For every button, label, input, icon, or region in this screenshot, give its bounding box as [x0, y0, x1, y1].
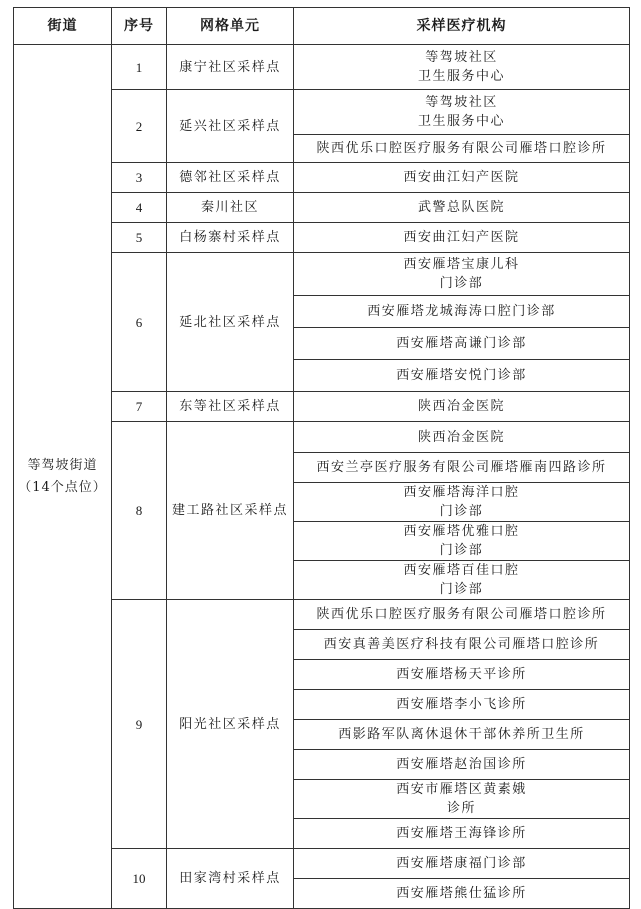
grid-unit-cell: 德邻社区采样点 [167, 163, 294, 193]
institution-name-line: 西安雁塔杨天平诊所 [396, 667, 527, 682]
institution-name-line: 门诊部 [439, 276, 484, 291]
grid-unit-cell: 秦川社区 [167, 193, 294, 223]
institution-cell [294, 879, 630, 909]
institution-cell [294, 780, 630, 819]
institution-name-line: 西安雁塔赵治国诊所 [396, 757, 527, 772]
seq-cell: 7 [112, 392, 167, 422]
header-unit: 网格单元 [167, 8, 294, 45]
seq-cell: 10 [112, 849, 167, 909]
institution-name-line: 陕西冶金医院 [417, 399, 505, 414]
institution-cell [294, 453, 630, 483]
institution-name-line: 西安市雁塔区黄素娥 [396, 782, 527, 797]
institution-name-line: 西安曲江妇产医院 [403, 170, 520, 185]
grid-unit-cell: 康宁社区采样点 [167, 45, 294, 90]
institution-cell [294, 296, 630, 328]
table-row [14, 45, 630, 90]
institution-name-line: 等驾坡社区 [425, 95, 498, 110]
institution-name-line: 门诊部 [439, 582, 484, 597]
seq-cell: 4 [112, 193, 167, 223]
seq-cell: 5 [112, 223, 167, 253]
institution-name-line: 陕西冶金医院 [417, 429, 505, 445]
institution-cell [294, 849, 630, 879]
institution-cell [294, 690, 630, 720]
header-institution: 采样医疗机构 [294, 8, 630, 45]
institution-cell [294, 328, 630, 360]
institution-name-line: 西安雁塔海洋口腔 [403, 485, 520, 500]
institution-name-line: 西安雁塔王海锋诊所 [396, 826, 527, 841]
seq-cell: 3 [112, 163, 167, 193]
seq-cell: 1 [112, 45, 167, 90]
institution-cell [294, 392, 630, 422]
grid-unit-cell: 田家湾村采样点 [167, 849, 294, 909]
institution-name-line: 西安雁塔宝康儿科 [403, 257, 520, 272]
institution-name-line: 西安真善美医疗科技有限公司雁塔口腔诊所 [323, 637, 600, 652]
institution-cell [294, 223, 630, 253]
institution-cell [294, 422, 630, 453]
institution-name-line: 等驾坡社区 [425, 50, 498, 65]
institution-name-line: 西安雁塔龙城海涛口腔门诊部 [367, 304, 556, 319]
grid-unit-cell: 白杨寨村采样点 [167, 223, 294, 253]
institution-cell [294, 193, 630, 223]
institution-name-line: 西安雁塔康福门诊部 [396, 856, 527, 871]
institution-name-line: 西安雁塔优雅口腔 [403, 524, 520, 539]
seq-cell: 9 [112, 600, 167, 849]
header-seq: 序号 [112, 8, 167, 45]
institution-name-line: 陕西优乐口腔医疗服务有限公司雁塔口腔诊所 [316, 607, 607, 622]
street-cell [14, 45, 112, 909]
street-points: （14个点位） [18, 479, 107, 495]
grid-unit-cell: 建工路社区采样点 [167, 422, 294, 600]
table-body [14, 45, 630, 909]
seq-cell: 8 [112, 422, 167, 600]
institution-name-line: 陕西优乐口腔医疗服务有限公司雁塔口腔诊所 [316, 141, 607, 156]
table-header-row [14, 8, 630, 45]
institution-cell [294, 163, 630, 193]
institution-name-line: 西安曲江妇产医院 [403, 230, 520, 245]
institution-cell [294, 135, 630, 163]
institution-name-line: 门诊部 [439, 543, 484, 558]
header-street: 街道 [14, 8, 112, 45]
institution-name-line: 西安兰亭医疗服务有限公司雁塔雁南四路诊所 [316, 460, 607, 475]
institution-cell [294, 483, 630, 522]
institution-name-line: 西安雁塔熊仕猛诊所 [396, 886, 527, 901]
institution-name-line: 西安雁塔李小飞诊所 [396, 697, 527, 712]
seq-cell: 2 [112, 90, 167, 163]
institution-name-line: 卫生服务中心 [417, 114, 505, 129]
institution-cell [294, 253, 630, 296]
institution-cell [294, 630, 630, 660]
grid-unit-cell: 阳光社区采样点 [167, 600, 294, 849]
institution-cell [294, 360, 630, 392]
grid-unit-cell: 延北社区采样点 [167, 253, 294, 392]
institution-name-line: 西安雁塔百佳口腔 [403, 563, 520, 578]
institution-cell [294, 819, 630, 849]
institution-cell [294, 90, 630, 135]
grid-unit-cell: 东等社区采样点 [167, 392, 294, 422]
institution-name-line: 诊所 [446, 801, 476, 816]
street-name: 等驾坡街道 [27, 457, 98, 473]
institution-name-line: 西安雁塔安悦门诊部 [396, 368, 527, 383]
institution-cell [294, 720, 630, 750]
sampling-sites-table [13, 7, 630, 909]
institution-name-line: 武警总队医院 [417, 200, 505, 215]
institution-name-line: 门诊部 [439, 504, 484, 519]
institution-name-line: 西安雁塔高谦门诊部 [396, 336, 527, 351]
seq-cell: 6 [112, 253, 167, 392]
institution-cell [294, 522, 630, 561]
institution-cell [294, 600, 630, 630]
grid-unit-cell: 延兴社区采样点 [167, 90, 294, 163]
institution-cell [294, 750, 630, 780]
institution-cell [294, 45, 630, 90]
institution-name-line: 西影路军队离休退休干部休养所卫生所 [338, 727, 585, 742]
institution-cell [294, 660, 630, 690]
institution-name-line: 卫生服务中心 [417, 69, 505, 84]
institution-cell [294, 561, 630, 600]
